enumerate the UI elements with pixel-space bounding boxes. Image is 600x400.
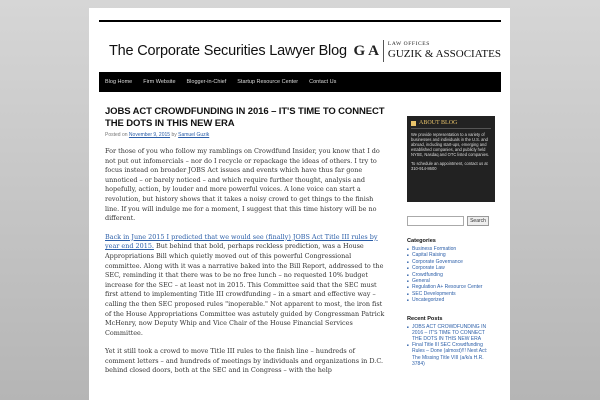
category-link[interactable]: ■ General (407, 278, 495, 284)
post-author-link[interactable]: Samuel Guzik (178, 132, 210, 138)
post-date-link[interactable]: November 9, 2015 (128, 132, 171, 138)
top-rule (99, 20, 501, 22)
category-link[interactable]: ■ Corporate Governance (407, 259, 495, 265)
post-title[interactable]: JOBS ACT CROWDFUNDING IN 2016 – IT'S TIME TO CONNECT THE DOTS IN THIS NEW ERA (105, 106, 385, 129)
recent-post-link[interactable]: ■ Final Title III SEC Crowdfunding Rules – Done (almost)!!! Next Act: The Missing Title VIII (a/k/a H.R. 3784) (407, 342, 495, 367)
site-header (99, 32, 501, 70)
about-blog-contact: To schedule an appointment, contact us at 310-914-8600 (411, 161, 488, 171)
logo-mark: G A (353, 40, 383, 62)
recent-posts-heading: Recent Posts (407, 315, 443, 322)
main-nav (99, 72, 501, 92)
about-blog-box (407, 116, 495, 202)
search-input[interactable] (407, 216, 464, 226)
recent-post-link[interactable]: ■ JOBS ACT CROWDFUNDING IN 2016 – IT'S TIME TO CONNECT THE DOTS IN THIS NEW ERA (407, 324, 495, 343)
firm-logo[interactable] (353, 36, 501, 66)
search-button[interactable]: Search (467, 216, 489, 226)
post-paragraph-2 (105, 233, 387, 339)
sidebar (407, 116, 495, 367)
category-link[interactable]: ■ Capital Raising (407, 252, 495, 258)
nav-blog-home[interactable]: Blog Home (105, 79, 133, 85)
about-blog-description: We provide representation to a variety of businesses and individuals in the U.S. and abroad, including start-ups, emerging and established companies, and publicly held NYSE, Nasdaq and OTC listed companies. (411, 132, 490, 157)
nav-startup-resource-center[interactable]: Startup Resource Center (237, 79, 299, 85)
page (89, 8, 510, 400)
logo-top-text: LAW OFFICES (387, 40, 430, 47)
category-link[interactable]: ■ Regulation A+ Resource Center (407, 284, 495, 290)
nav-contact-us[interactable]: Contact Us (309, 79, 337, 85)
logo-main-text: GUZIK & ASSOCIATES (387, 48, 501, 61)
about-blog-heading (411, 120, 491, 129)
post-content (105, 106, 387, 376)
category-link[interactable]: ■ Business Formation (407, 246, 495, 252)
post-paragraph-1: For those of you who follow my ramblings on Crowdfund Insider, you know that I do not put out infomercials – nor do I recycle or repackage the ideas of others. I try to focus instead on broader JOBS Act issues and events which have thus far gone unnoticed – or barely noticed – and which require further thought, analysis and hopefully, action, by louder and more powerful voices. A lone voice can start a revolution, but history shows that it takes a noisy crowd to get things to the finish line. If you will indulge me for a moment, I suggest that this time history will be no different. (105, 147, 380, 223)
search-form (407, 216, 495, 226)
meta-by-label: by (171, 132, 177, 138)
about-blog-body (411, 132, 491, 171)
blog-title[interactable]: The Corporate Securities Lawyer Blog (109, 43, 347, 59)
prediction-link[interactable]: Back in June 2015 I predicted that we would see (finally) JOBS Act Title III rules by year end 2015. (105, 232, 378, 251)
nav-blogger-in-chief[interactable]: Blogger-in-Chief (186, 79, 227, 85)
category-link[interactable]: ■ Corporate Law (407, 265, 495, 271)
post-meta (105, 132, 387, 138)
about-blog-title: ABOUT BLOG (419, 120, 458, 126)
post-paragraph-2-text: But behind that bold, perhaps reckless prediction, was a House Appropriations Bill which quietly moved out of this powerful Congressional committee. Along with it was a narrative baked into the Bill Report, addressed to the SEC, reminding it that there was to be no free lunch – no requested 10% budget increase for the SEC – at least not in 2015. This Committee said that the SEC must first attend to implementing Title III crowdfunding – in a smart and effective way – calling the then SEC proposed rules "inoperable." Not apparent to most, the iron fist of the House Appropriations Committee was astutely guided by Congressman Patrick McHenry, now Deputy Whip and Vice Chair of the House Financial Services Committee. (105, 242, 385, 337)
category-link[interactable]: ■ Crowdfunding (407, 272, 495, 278)
meta-posted-label: Posted on (105, 132, 128, 138)
square-bullet-icon (411, 121, 416, 126)
categories-list (407, 246, 495, 304)
categories-heading: Categories (407, 238, 436, 244)
category-link[interactable]: ■ Uncategorized (407, 297, 495, 303)
logo-text (388, 42, 501, 61)
recent-posts-list (407, 324, 495, 367)
nav-firm-website[interactable]: Firm Website (143, 79, 176, 85)
post-paragraph-3: Yet it still took a crowd to move Title III rules to the finish line – hundreds of comment letters – and hundreds of meetings by individuals and organizations in D.C. behind closed doors, both at the SEC and in Congress – with the help (105, 347, 384, 375)
category-link[interactable]: ■ SEC Developments (407, 291, 495, 297)
